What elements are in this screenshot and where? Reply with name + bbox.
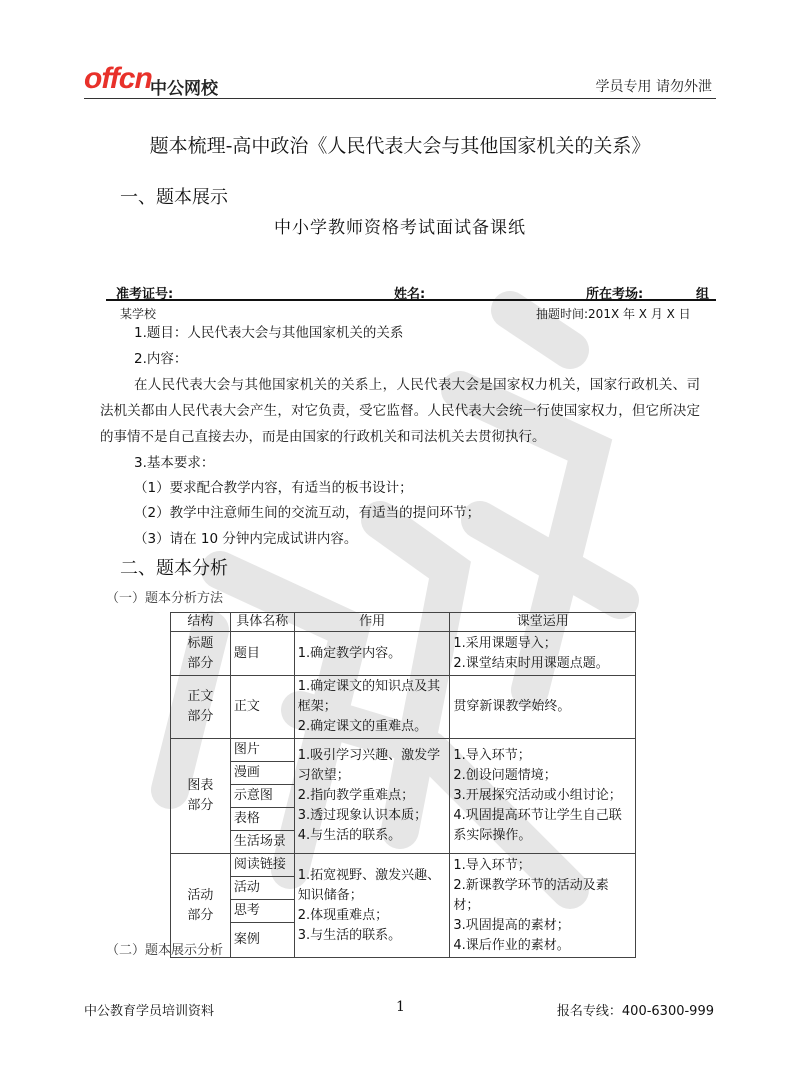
header-divider xyxy=(84,98,716,99)
content-label: 2.内容： xyxy=(134,351,188,367)
header-cell: 结构 xyxy=(171,613,231,632)
header-cell: 课堂运用 xyxy=(450,613,636,632)
name-cell: 表格 xyxy=(230,808,294,831)
effect-cell: 1.确定教学内容。 xyxy=(294,632,450,676)
table-row xyxy=(171,632,636,676)
table-row xyxy=(171,739,636,762)
effect-cell: 1.确定课文的知识点及其框架； 2.确定课文的重难点。 xyxy=(294,676,450,739)
draw-time: 抽题时间:201X 年 X 月 X 日 xyxy=(536,307,691,321)
name-cell: 案例 xyxy=(230,923,294,958)
requirement-1: （1）要求配合教学内容，有适当的板书设计； xyxy=(134,480,413,496)
effect-cell: 1.拓宽视野、激发兴趣、知识储备； 2.体现重难点； 3.与生活的联系。 xyxy=(294,854,450,958)
name-cell: 示意图 xyxy=(230,785,294,808)
usage-cell: 1.采用课题导入； 2.课堂结束时用课题点题。 xyxy=(450,632,636,676)
question-topic: 1.题目：人民代表大会与其他国家机关的关系 xyxy=(134,325,404,341)
subsection-2: （二）题本展示分析 xyxy=(106,943,224,958)
effect-cell: 1.吸引学习兴趣、激发学习欲望； 2.指向教学重难点； 3.透过现象认识本质； 4.与生活的联系。 xyxy=(294,739,450,854)
brand-logo: offcn xyxy=(84,62,152,95)
usage-cell: 贯穿新课教学始终。 xyxy=(450,676,636,739)
name-cell: 图片 xyxy=(230,739,294,762)
page-title: 题本梳理-高中政治《人民代表大会与其他国家机关的关系》 xyxy=(149,135,651,157)
group-label: 组 xyxy=(696,287,710,302)
name-label: 姓名: xyxy=(394,287,426,302)
content-paragraph: 在人民代表大会与其他国家机关的关系上，人民代表大会是国家权力机关，国家行政机关、司法机关都由人民代表大会产生，对它负责，受它监督。人民代表大会统一行使国家权力，但它所决定的事情不是自己直接去办，而是由国家的行政机关和司法机关去贯彻执行。 xyxy=(100,377,700,445)
section-heading-2: 二、题本分析 xyxy=(120,558,228,579)
header-cell: 具体名称 xyxy=(230,613,294,632)
footer-hotline: 报名专线：400-6300-999 xyxy=(556,1004,714,1019)
name-cell: 正文 xyxy=(230,676,294,739)
structure-cell: 活动 部分 xyxy=(171,854,231,958)
name-cell: 活动 xyxy=(230,877,294,900)
exam-room-label: 所在考场: xyxy=(586,287,644,302)
name-cell: 题目 xyxy=(230,632,294,676)
subsection-1: （一）题本分析方法 xyxy=(106,591,224,606)
requirements-label: 3.基本要求： xyxy=(134,455,215,471)
name-cell: 生活场景 xyxy=(230,831,294,854)
footer-left: 中公教育学员培训资料 xyxy=(84,1004,215,1019)
page-number: 1 xyxy=(396,999,405,1015)
structure-cell: 标题 部分 xyxy=(171,632,231,676)
exam-info-divider xyxy=(106,299,716,301)
school-name: 某学校 xyxy=(120,307,157,321)
table-header-row xyxy=(171,613,636,632)
structure-cell: 图表 部分 xyxy=(171,739,231,854)
usage-cell: 1.导入环节； 2.创设问题情境； 3.开展探究活动或小组讨论； 4.巩固提高环节让学生自己联系实际操作。 xyxy=(450,739,636,854)
section-heading-1: 一、题本展示 xyxy=(120,187,228,208)
analysis-table xyxy=(170,612,636,958)
structure-cell: 正文 部分 xyxy=(171,676,231,739)
usage-cell: 1.导入环节； 2.新课教学环节的活动及素材； 3.巩固提高的素材； 4.课后作业的素材。 xyxy=(450,854,636,958)
header-cell: 作用 xyxy=(294,613,450,632)
name-cell: 思考 xyxy=(230,900,294,923)
name-cell: 阅读链接 xyxy=(230,854,294,877)
table-row xyxy=(171,854,636,877)
requirement-3: （3）请在 10 分钟内完成试讲内容。 xyxy=(134,531,358,547)
paper-title: 中小学教师资格考试面试备课纸 xyxy=(274,218,526,238)
exam-info-row xyxy=(116,283,714,302)
exam-id-label: 准考证号: xyxy=(116,287,174,302)
name-cell: 漫画 xyxy=(230,762,294,785)
requirement-2: （2）教学中注意师生间的交流互动，有适当的提问环节； xyxy=(134,505,481,521)
header-notice: 学员专用 请勿外泄 xyxy=(595,79,712,95)
table-row xyxy=(171,676,636,739)
brand-name: 中公网校 xyxy=(150,79,218,99)
